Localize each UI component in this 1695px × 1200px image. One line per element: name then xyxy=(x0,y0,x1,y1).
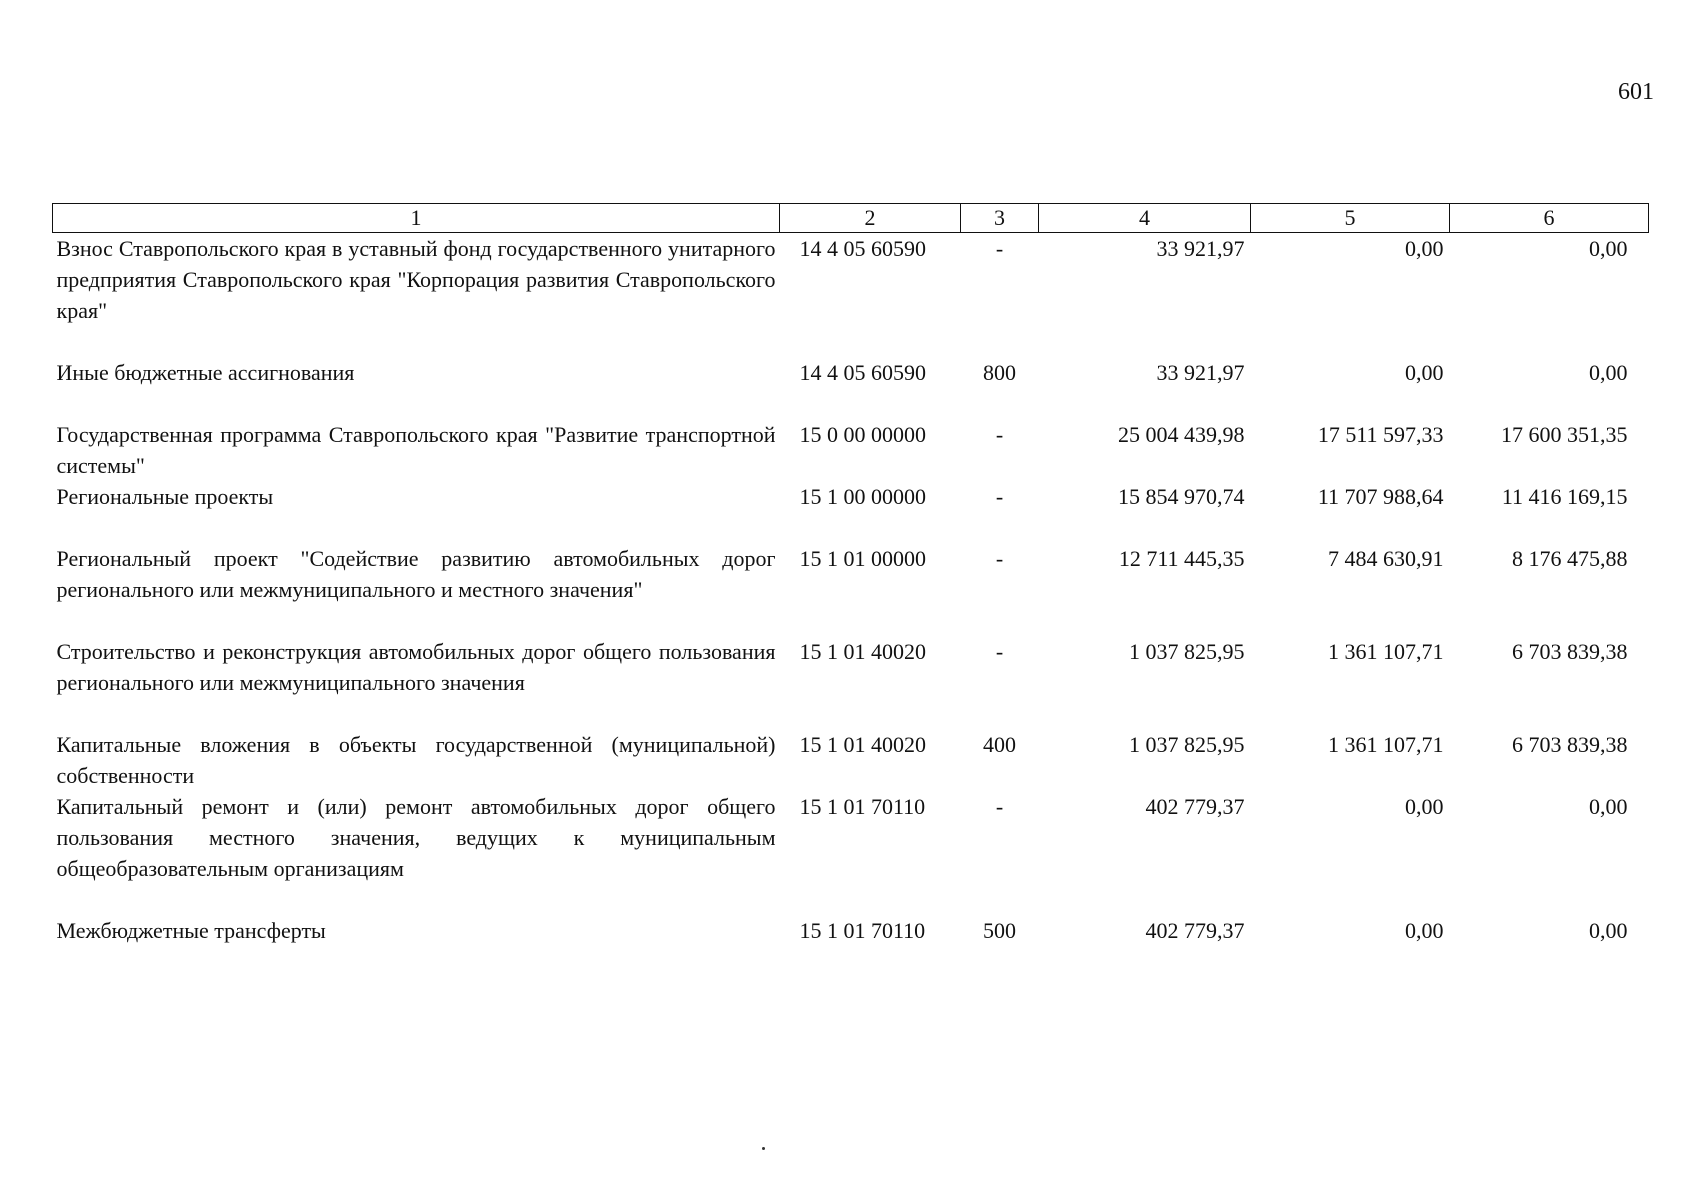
row-value-col6: 0,00 xyxy=(1589,236,1628,261)
column-header-2: 2 xyxy=(780,204,961,233)
column-header-4: 4 xyxy=(1039,204,1251,233)
row-name: Капитальный ремонт и (или) ремонт автомобильных дорог общего пользования местного значения, ведущих к муниципальным общеобразовательным организациям xyxy=(56,794,776,881)
table-row xyxy=(53,419,1649,481)
row-spacer xyxy=(53,388,1649,419)
row-value-col6: 8 176 475,88 xyxy=(1512,546,1628,571)
row-value-col5: 0,00 xyxy=(1405,794,1444,819)
row-value-col6: 0,00 xyxy=(1589,918,1628,943)
row-expense-type: - xyxy=(995,546,1004,571)
row-code: 15 0 00 00000 xyxy=(799,422,926,447)
table-row xyxy=(53,636,1649,698)
table-row xyxy=(53,357,1649,388)
row-expense-type: - xyxy=(995,422,1004,447)
row-code: 15 1 01 70110 xyxy=(799,794,926,819)
row-value-col6: 6 703 839,38 xyxy=(1512,732,1628,757)
row-expense-type: - xyxy=(995,794,1004,819)
row-name: Взнос Ставропольского края в уставный фонд государственного унитарного предприятия Ставропольского края "Корпорация развития Ставропольского края" xyxy=(56,236,776,323)
stray-dot xyxy=(762,1147,765,1150)
row-name: Капитальные вложения в объекты государственной (муниципальной) собственности xyxy=(56,732,776,788)
row-expense-type: 800 xyxy=(983,360,1016,385)
row-value-col5: 11 707 988,64 xyxy=(1317,484,1444,509)
row-value-col6: 0,00 xyxy=(1589,360,1628,385)
budget-table xyxy=(52,203,1649,946)
column-header-3: 3 xyxy=(961,204,1039,233)
row-spacer xyxy=(53,512,1649,543)
column-header-1: 1 xyxy=(53,204,780,233)
row-name: Региональные проекты xyxy=(56,484,274,509)
row-spacer-cell xyxy=(53,884,1649,915)
row-name: Региональный проект "Содействие развитию автомобильных дорог регионального или межмуниципального и местного значения" xyxy=(56,546,776,602)
row-spacer-cell xyxy=(53,605,1649,636)
row-code: 15 1 00 00000 xyxy=(799,484,926,509)
row-code: 14 4 05 60590 xyxy=(799,236,926,261)
row-code: 15 1 01 70110 xyxy=(799,918,926,943)
row-spacer-cell xyxy=(53,326,1649,357)
row-value-col6: 6 703 839,38 xyxy=(1512,639,1628,664)
row-expense-type: - xyxy=(995,484,1004,509)
row-value-col4: 12 711 445,35 xyxy=(1118,546,1245,571)
row-value-col4: 402 779,37 xyxy=(1145,918,1245,943)
table-row xyxy=(53,791,1649,884)
table-body xyxy=(53,233,1649,947)
table-row xyxy=(53,481,1649,512)
row-name: Государственная программа Ставропольского края "Развитие транспортной системы" xyxy=(56,422,776,478)
row-expense-type: 400 xyxy=(983,732,1016,757)
table-row xyxy=(53,233,1649,327)
row-spacer xyxy=(53,605,1649,636)
column-header-5: 5 xyxy=(1251,204,1450,233)
row-spacer xyxy=(53,326,1649,357)
row-value-col4: 15 854 970,74 xyxy=(1118,484,1245,509)
row-value-col5: 1 361 107,71 xyxy=(1328,732,1444,757)
table-row xyxy=(53,915,1649,946)
row-value-col4: 402 779,37 xyxy=(1145,794,1245,819)
row-value-col5: 17 511 597,33 xyxy=(1317,422,1444,447)
row-expense-type: 500 xyxy=(983,918,1016,943)
row-spacer-cell xyxy=(53,388,1649,419)
row-value-col6: 17 600 351,35 xyxy=(1501,422,1628,447)
row-value-col4: 1 037 825,95 xyxy=(1129,639,1245,664)
row-code: 15 1 01 00000 xyxy=(799,546,926,571)
table-row xyxy=(53,543,1649,605)
column-number-header xyxy=(53,204,1649,233)
row-value-col5: 0,00 xyxy=(1405,236,1444,261)
row-name: Иные бюджетные ассигнования xyxy=(56,360,355,385)
row-value-col4: 33 921,97 xyxy=(1156,236,1245,261)
row-spacer-cell xyxy=(53,698,1649,729)
row-code: 14 4 05 60590 xyxy=(799,360,926,385)
row-value-col4: 25 004 439,98 xyxy=(1118,422,1245,447)
column-header-6: 6 xyxy=(1450,204,1649,233)
row-spacer xyxy=(53,884,1649,915)
row-value-col4: 33 921,97 xyxy=(1156,360,1245,385)
row-code: 15 1 01 40020 xyxy=(799,732,926,757)
row-value-col6: 11 416 169,15 xyxy=(1501,484,1628,509)
row-name: Межбюджетные трансферты xyxy=(56,918,326,943)
row-code: 15 1 01 40020 xyxy=(799,639,926,664)
row-value-col5: 0,00 xyxy=(1405,918,1444,943)
row-expense-type: - xyxy=(995,236,1004,261)
row-spacer xyxy=(53,698,1649,729)
table-row xyxy=(53,729,1649,791)
row-name: Строительство и реконструкция автомобильных дорог общего пользования регионального или межмуниципального значения xyxy=(56,639,776,695)
row-value-col5: 7 484 630,91 xyxy=(1328,546,1444,571)
row-value-col5: 1 361 107,71 xyxy=(1328,639,1444,664)
row-value-col5: 0,00 xyxy=(1405,360,1444,385)
row-spacer-cell xyxy=(53,512,1649,543)
row-value-col4: 1 037 825,95 xyxy=(1129,732,1245,757)
page-number: 601 xyxy=(1618,79,1654,105)
row-value-col6: 0,00 xyxy=(1589,794,1628,819)
row-expense-type: - xyxy=(995,639,1004,664)
